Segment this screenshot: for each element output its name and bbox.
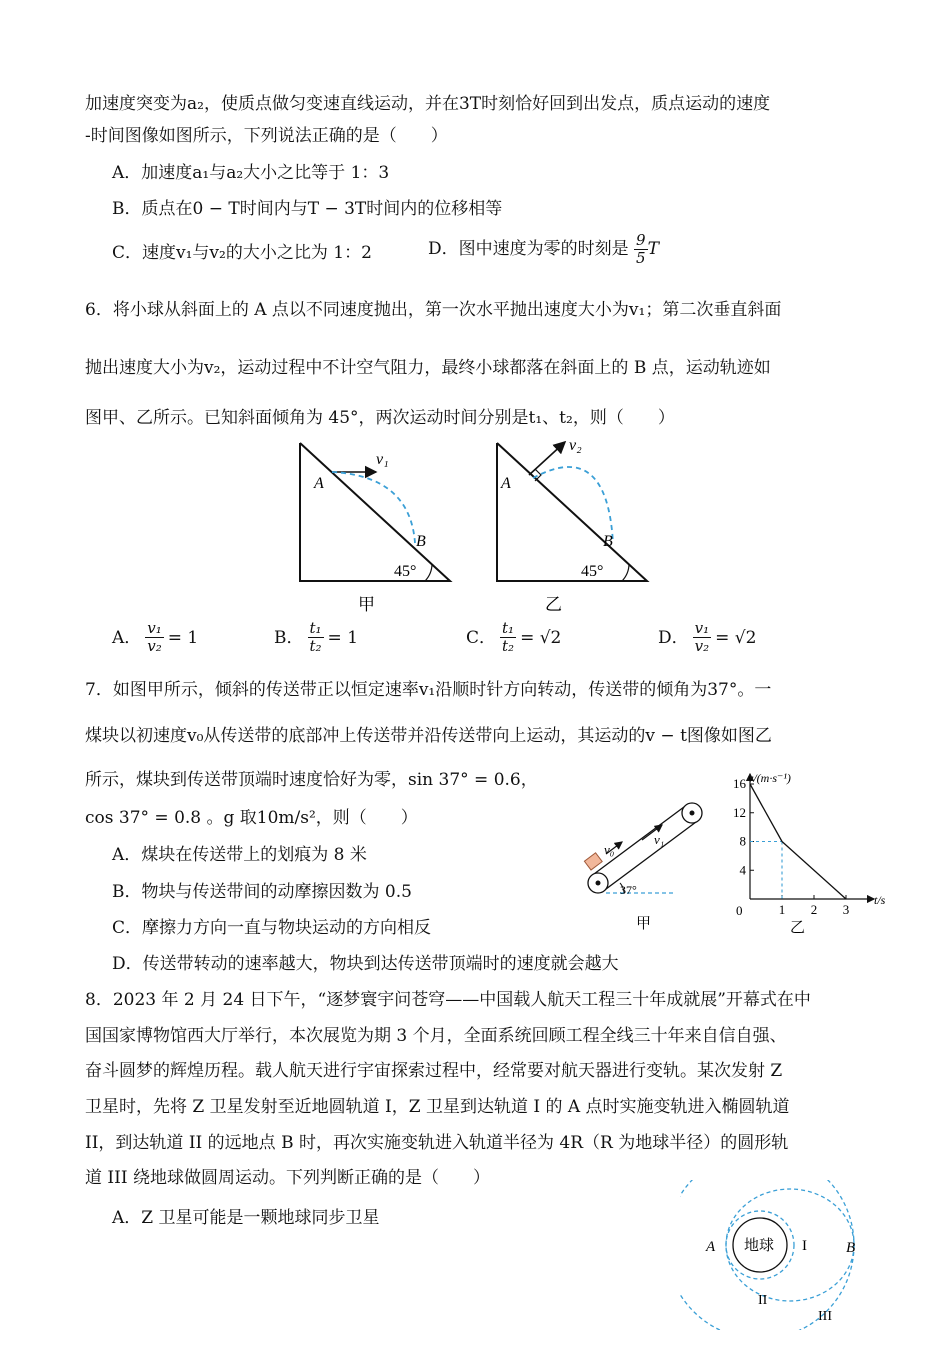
q7-line4: cos 37° = 0.8 。g 取10m/s²，则（ ）	[85, 808, 418, 828]
orbit-iii-label: III	[818, 1309, 832, 1324]
q5-line2: -时间图像如图所示，下列说法正确的是（ ）	[85, 126, 448, 146]
q6-option-d-rhs: = √2	[715, 627, 757, 648]
q8-line3: 奋斗圆梦的辉煌历程。载人航天进行宇宙探索过程中，经常要对航天器进行变轨。某次发射 Z	[85, 1061, 783, 1081]
q7-line1: 7．如图甲所示，倾斜的传送带正以恒定速率v₁沿顺时针方向转动，传送带的倾角为37°。一	[85, 680, 772, 700]
q7-conveyor-figure	[580, 796, 720, 936]
q5-option-b: B．质点在0 − T时间内与T − 3T时间内的位移相等	[112, 199, 503, 219]
q6-option-c-rhs: = √2	[520, 627, 562, 648]
q7-line3: 所示，煤块到传送带顶端时速度恰好为零，sin 37° = 0.6，	[85, 770, 538, 790]
y-tick-label: 12	[733, 804, 746, 820]
q6-option-b-fraction	[308, 620, 324, 655]
velocity-segment	[782, 842, 846, 900]
q6-option-d	[658, 620, 756, 655]
frac-num: v₁	[147, 619, 162, 637]
q5-option-d-suffix: T	[647, 239, 659, 259]
label-b-1: B	[416, 533, 426, 550]
v1-label-belt: v₁	[654, 832, 665, 847]
x-tick-label: 1	[778, 902, 786, 917]
x-axis-label: t/s	[874, 893, 886, 907]
point-b-label: B	[846, 1240, 856, 1256]
x-tick-label: 3	[842, 902, 850, 917]
coal-block	[584, 853, 602, 870]
q5-option-c: C．速度v₁与v₂的大小之比为 1：2	[112, 243, 372, 263]
q6-option-a-letter: A．	[112, 627, 142, 648]
q7-option-d: D．传送带转动的速率越大，物块到达传送带顶端时的速度就会越大	[112, 954, 619, 974]
trajectory-2	[533, 467, 613, 543]
angle-37-label: 37°	[620, 883, 637, 897]
origin-label: 0	[736, 903, 743, 918]
q6-option-a-fraction	[145, 620, 164, 655]
q7-option-c: C．摩擦力方向一直与物块运动的方向相反	[112, 918, 432, 938]
v2-arrow	[529, 442, 565, 475]
q6-option-b	[274, 620, 358, 655]
q8-line6: 道 III 绕地球做圆周运动。下列判断正确的是（ ）	[85, 1168, 490, 1188]
q6-fig-jia	[300, 443, 450, 614]
frac-den: t₂	[309, 637, 322, 655]
q8-option-a: A．Z 卫星可能是一颗地球同步卫星	[112, 1208, 380, 1228]
q6-option-d-letter: D．	[658, 627, 689, 648]
caption-jia-7: 甲	[636, 916, 652, 932]
label-a-2: A	[501, 475, 511, 492]
angle-arc-2	[622, 564, 629, 581]
incline-triangle-1	[300, 443, 450, 581]
x-tick-label: 2	[810, 902, 818, 917]
q7-vt-chart	[718, 768, 898, 938]
q6-option-d-fraction	[693, 620, 712, 655]
caption-jia: 甲	[358, 595, 375, 614]
y-tick-label: 16	[733, 776, 746, 791]
incline-triangle-2	[497, 443, 647, 581]
label-b-2: B	[603, 533, 613, 550]
frac-den: v₂	[147, 637, 162, 655]
q6-figure	[290, 438, 670, 618]
q8-orbit-figure	[680, 1180, 880, 1330]
q6-option-b-rhs: = 1	[327, 627, 359, 648]
q5-d-den: 5	[636, 249, 646, 267]
q6-option-c-fraction	[500, 620, 516, 655]
v2-label: v₂	[569, 438, 582, 454]
q5-option-d-prefix: D．图中速度为零的时刻是	[428, 239, 629, 259]
q5-option-a: A．加速度a₁与a₂大小之比等于 1：3	[112, 163, 390, 183]
q5-d-num: 9	[636, 231, 646, 249]
q6-option-c	[466, 620, 561, 655]
angle-arc-1	[425, 564, 432, 581]
angle-label-2: 45°	[581, 563, 604, 580]
q6-line2: 抛出速度大小为v₂，运动过程中不计空气阻力，最终小球都落在斜面上的 B 点，运动轨迹如	[85, 358, 771, 378]
q6-option-a	[112, 620, 198, 655]
q7-option-a: A．煤块在传送带上的划痕为 8 米	[112, 845, 367, 865]
q8-line5: II，到达轨道 II 的远地点 B 时，再次实施变轨进入轨道半径为 4R（R 为地球半径）的圆形轨	[85, 1133, 789, 1153]
q7-line2: 煤块以初速度v₀从传送带的底部冲上传送带并沿传送带向上运动，其运动的v − t图像如图乙	[85, 726, 772, 746]
q6-option-c-letter: C．	[466, 627, 497, 648]
angle-label-1: 45°	[394, 563, 417, 580]
frac-den: v₂	[694, 637, 710, 655]
velocity-segment	[750, 784, 782, 842]
label-a-1: A	[314, 475, 324, 492]
q6-fig-yi	[497, 438, 647, 614]
q6-option-b-letter: B．	[274, 627, 304, 648]
caption-yi-7: 乙	[790, 920, 806, 936]
frac-num: t₁	[502, 619, 515, 637]
earth-label: 地球	[744, 1238, 775, 1254]
q6-line1: 6．将小球从斜面上的 A 点以不同速度抛出，第一次水平抛出速度大小为v₁；第二次垂直斜面	[85, 300, 782, 320]
q6-option-a-rhs: = 1	[167, 627, 199, 648]
y-tick-label: 4	[739, 862, 746, 878]
frac-num: t₁	[309, 619, 322, 637]
q5-line1: 加速度突变为a₂，使质点做匀变速直线运动，并在3T时刻恰好回到出发点，质点运动的速度	[85, 94, 771, 114]
q8-line2: 国国家博物馆西大厅举行，本次展览为期 3 个月，全面系统回顾工程全线三十年来自信自强、	[85, 1026, 787, 1046]
frac-den: t₂	[502, 637, 515, 655]
v0-label: v₀	[604, 842, 615, 857]
q7-option-b: B．物块与传送带间的动摩擦因数为 0.5	[112, 882, 412, 902]
v1-label: v₁	[376, 451, 389, 468]
q5-option-d	[428, 232, 659, 267]
q5-option-d-fraction	[634, 232, 648, 267]
y-axis-label: v/(m·s⁻¹)	[748, 771, 791, 785]
y-tick-label: 8	[739, 833, 746, 849]
q8-line1: 8．2023 年 2 月 24 日下午，“逐梦寰宇问苍穹——中国载人航天工程三十年成就展”开幕式在中	[85, 990, 811, 1010]
caption-yi: 乙	[545, 595, 562, 614]
frac-num: v₁	[694, 619, 710, 637]
orbit-i-label: I	[802, 1238, 807, 1254]
q8-line4: 卫星时，先将 Z 卫星发射至近地圆轨道 I，Z 卫星到达轨道 I 的 A 点时实施变轨进入椭圆轨道	[85, 1097, 790, 1117]
q6-line3: 图甲、乙所示。已知斜面倾角为 45°，两次运动时间分别是t₁、t₂，则（ ）	[85, 408, 675, 428]
orbit-ii-label: II	[758, 1293, 768, 1308]
point-a-label: A	[706, 1239, 716, 1255]
